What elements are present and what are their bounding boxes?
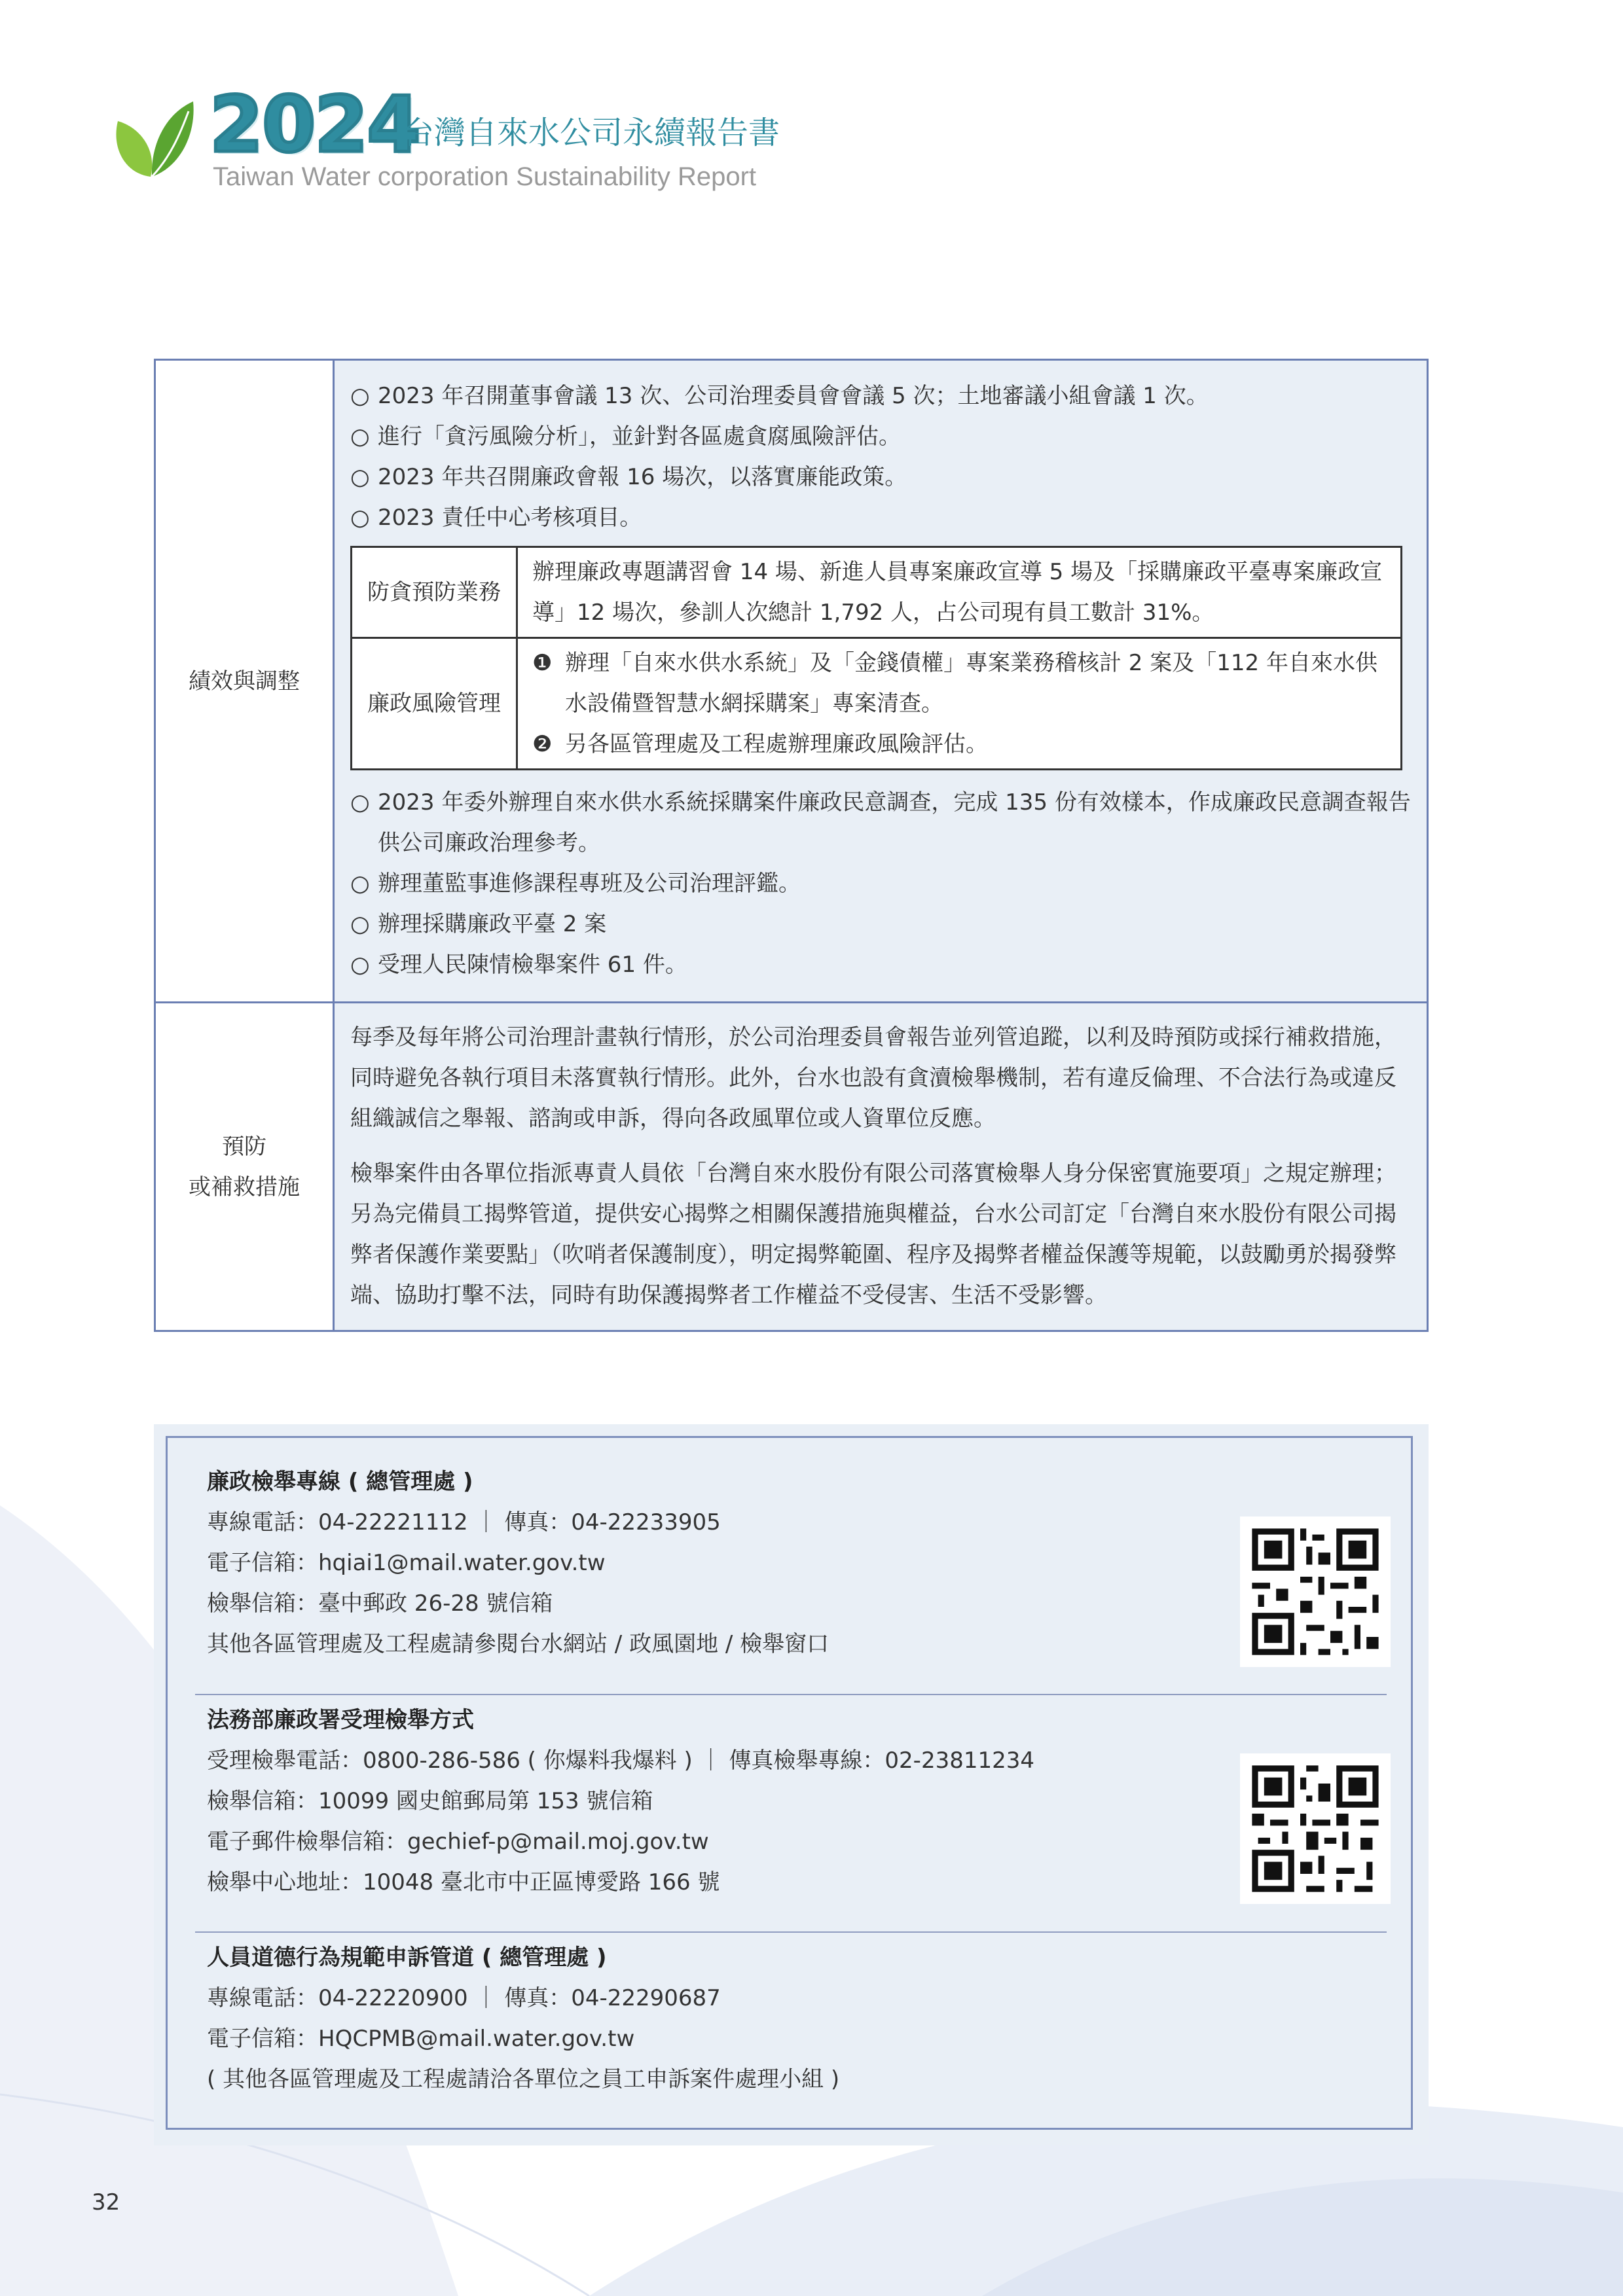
- subtable-row: [352, 638, 1402, 770]
- bullet-item: ○ 進行「貪污風險分析」，並針對各區處貪腐風險評估。: [350, 423, 901, 450]
- report-title-en: Taiwan Water corporation Sustainability Report: [213, 162, 757, 191]
- governance-table: [154, 359, 1429, 1332]
- row-content-performance: [334, 360, 1428, 1003]
- contact-email[interactable]: 電子信箱：HQCPMB@mail.water.gov.tw: [207, 2026, 635, 2052]
- contact-section-ethics: [207, 1937, 1385, 2100]
- contact-line: 受理檢舉電話：0800-286-586 ( 你爆料我爆料 ) ｜ 傳真檢舉專線：02-23811234: [207, 1748, 1035, 1774]
- subtable-row: [352, 547, 1402, 638]
- bullet-item: ○ 辦理採購廉政平臺 2 案: [350, 911, 607, 937]
- contact-email[interactable]: 電子信箱：hqiai1@mail.water.gov.tw: [207, 1550, 606, 1576]
- section-title: 廉政檢舉專線 ( 總管理處 ): [207, 1469, 473, 1495]
- anti-corruption-subtable: [350, 546, 1402, 770]
- numbered-item: ❷ 另各區管理處及工程處辦理廉政風險評估。: [532, 731, 988, 757]
- section-divider: [195, 1931, 1387, 1933]
- subtable-label-prevention: 防貪預防業務: [352, 547, 517, 638]
- bullet-item: ○ 2023 年委外辦理自來水供水系統採購案件廉政民意調查，完成 135 份有效樣本，作成廉政民意調查報告供公司廉政治理參考。: [350, 789, 1411, 856]
- subtable-text-risk: [517, 638, 1402, 770]
- row-label-remedial: 預防 或補救措施: [155, 1003, 334, 1331]
- report-year: 2024: [210, 79, 420, 170]
- section-divider: [195, 1694, 1387, 1695]
- contact-panel-border: [166, 1436, 1413, 2130]
- bullet-item: ○ 辦理董監事進修課程專班及公司治理評鑑。: [350, 870, 801, 897]
- row-content-remedial: [334, 1003, 1428, 1331]
- contact-panel: [154, 1424, 1429, 2145]
- contact-line: 其他各區管理處及工程處請參閱台水網站 / 政風園地 / 檢舉窗口: [207, 1631, 830, 1657]
- contact-line: 專線電話：04-22221112 ｜ 傳真：04-22233905: [207, 1509, 721, 1535]
- contact-section-moj: [207, 1700, 1385, 1903]
- contact-section-hotline: [207, 1462, 1385, 1664]
- contact-line: 檢舉中心地址：10048 臺北市中正區博愛路 166 號: [207, 1869, 720, 1895]
- table-row-performance: [155, 360, 1428, 1003]
- bullet-item: ○ 2023 責任中心考核項目。: [350, 505, 642, 531]
- contact-line: 專線電話：04-22220900 ｜ 傳真：04-22290687: [207, 1985, 721, 2011]
- report-title-zh: 台灣自來水公司永續報告書: [403, 115, 780, 151]
- table-row-remedial: [155, 1003, 1428, 1331]
- bullet-item: ○ 受理人民陳情檢舉案件 61 件。: [350, 952, 687, 978]
- bullet-item: ○ 2023 年共召開廉政會報 16 場次，以落實廉能政策。: [350, 464, 907, 490]
- qr-code-icon[interactable]: [1240, 1516, 1391, 1667]
- subtable-label-risk: 廉政風險管理: [352, 638, 517, 770]
- row-label-performance: 績效與調整: [155, 360, 334, 1003]
- subtable-text-prevention: 辦理廉政專題講習會 14 場、新進人員專案廉政宣導 5 場及「採購廉政平臺專案廉政宣導」12 場次，參訓人次總計 1,792 人，占公司現有員工數計 31%。: [517, 547, 1402, 638]
- remedial-paragraph: 檢舉案件由各單位指派專責人員依「台灣自來水股份有限公司落實檢舉人身分保密實施要項」之規定辦理；另為完備員工揭弊管道，提供安心揭弊之相關保護措施與權益，台水公司訂定「台灣自來水股份有限公司揭弊者保護作業要點」（吹哨者保護制度），明定揭弊範圍、程序及揭弊者權益保護等規範，以鼓勵勇於揭發弊端、協助打擊不法，同時有助保護揭弊者工作權益不受侵害、生活不受影響。: [350, 1160, 1396, 1308]
- report-header: [111, 79, 831, 193]
- contact-line: 檢舉信箱：10099 國史館郵局第 153 號信箱: [207, 1788, 653, 1814]
- contact-note: ( 其他各區管理處及工程處請洽各單位之員工申訴案件處理小組 ): [207, 2066, 840, 2092]
- contact-email[interactable]: 電子郵件檢舉信箱：gechief-p@mail.moj.gov.tw: [207, 1829, 709, 1855]
- qr-code-icon[interactable]: [1240, 1753, 1391, 1904]
- numbered-item: ❶ 辦理「自來水供水系統」及「金錢債權」專案業務稽核計 2 案及「112 年自來水供水設備暨智慧水網採購案」專案清查。: [532, 650, 1377, 717]
- leaf-logo-icon: [111, 95, 196, 180]
- section-title: 人員道德行為規範申訴管道 ( 總管理處 ): [207, 1945, 607, 1971]
- bullet-item: ○ 2023 年召開董事會議 13 次、公司治理委員會會議 5 次；土地審議小組會議 1 次。: [350, 383, 1209, 409]
- section-title: 法務部廉政署受理檢舉方式: [207, 1707, 474, 1733]
- remedial-paragraph: 每季及每年將公司治理計畫執行情形，於公司治理委員會報告並列管追蹤，以利及時預防或採行補救措施，同時避免各執行項目未落實執行情形。此外，台水也設有貪瀆檢舉機制，若有違反倫理、不合法行為或違反組織誠信之舉報、諮詢或申訴，得向各政風單位或人資單位反應。: [350, 1024, 1396, 1132]
- contact-line: 檢舉信箱：臺中郵政 26-28 號信箱: [207, 1590, 553, 1617]
- page-number: 32: [92, 2189, 120, 2215]
